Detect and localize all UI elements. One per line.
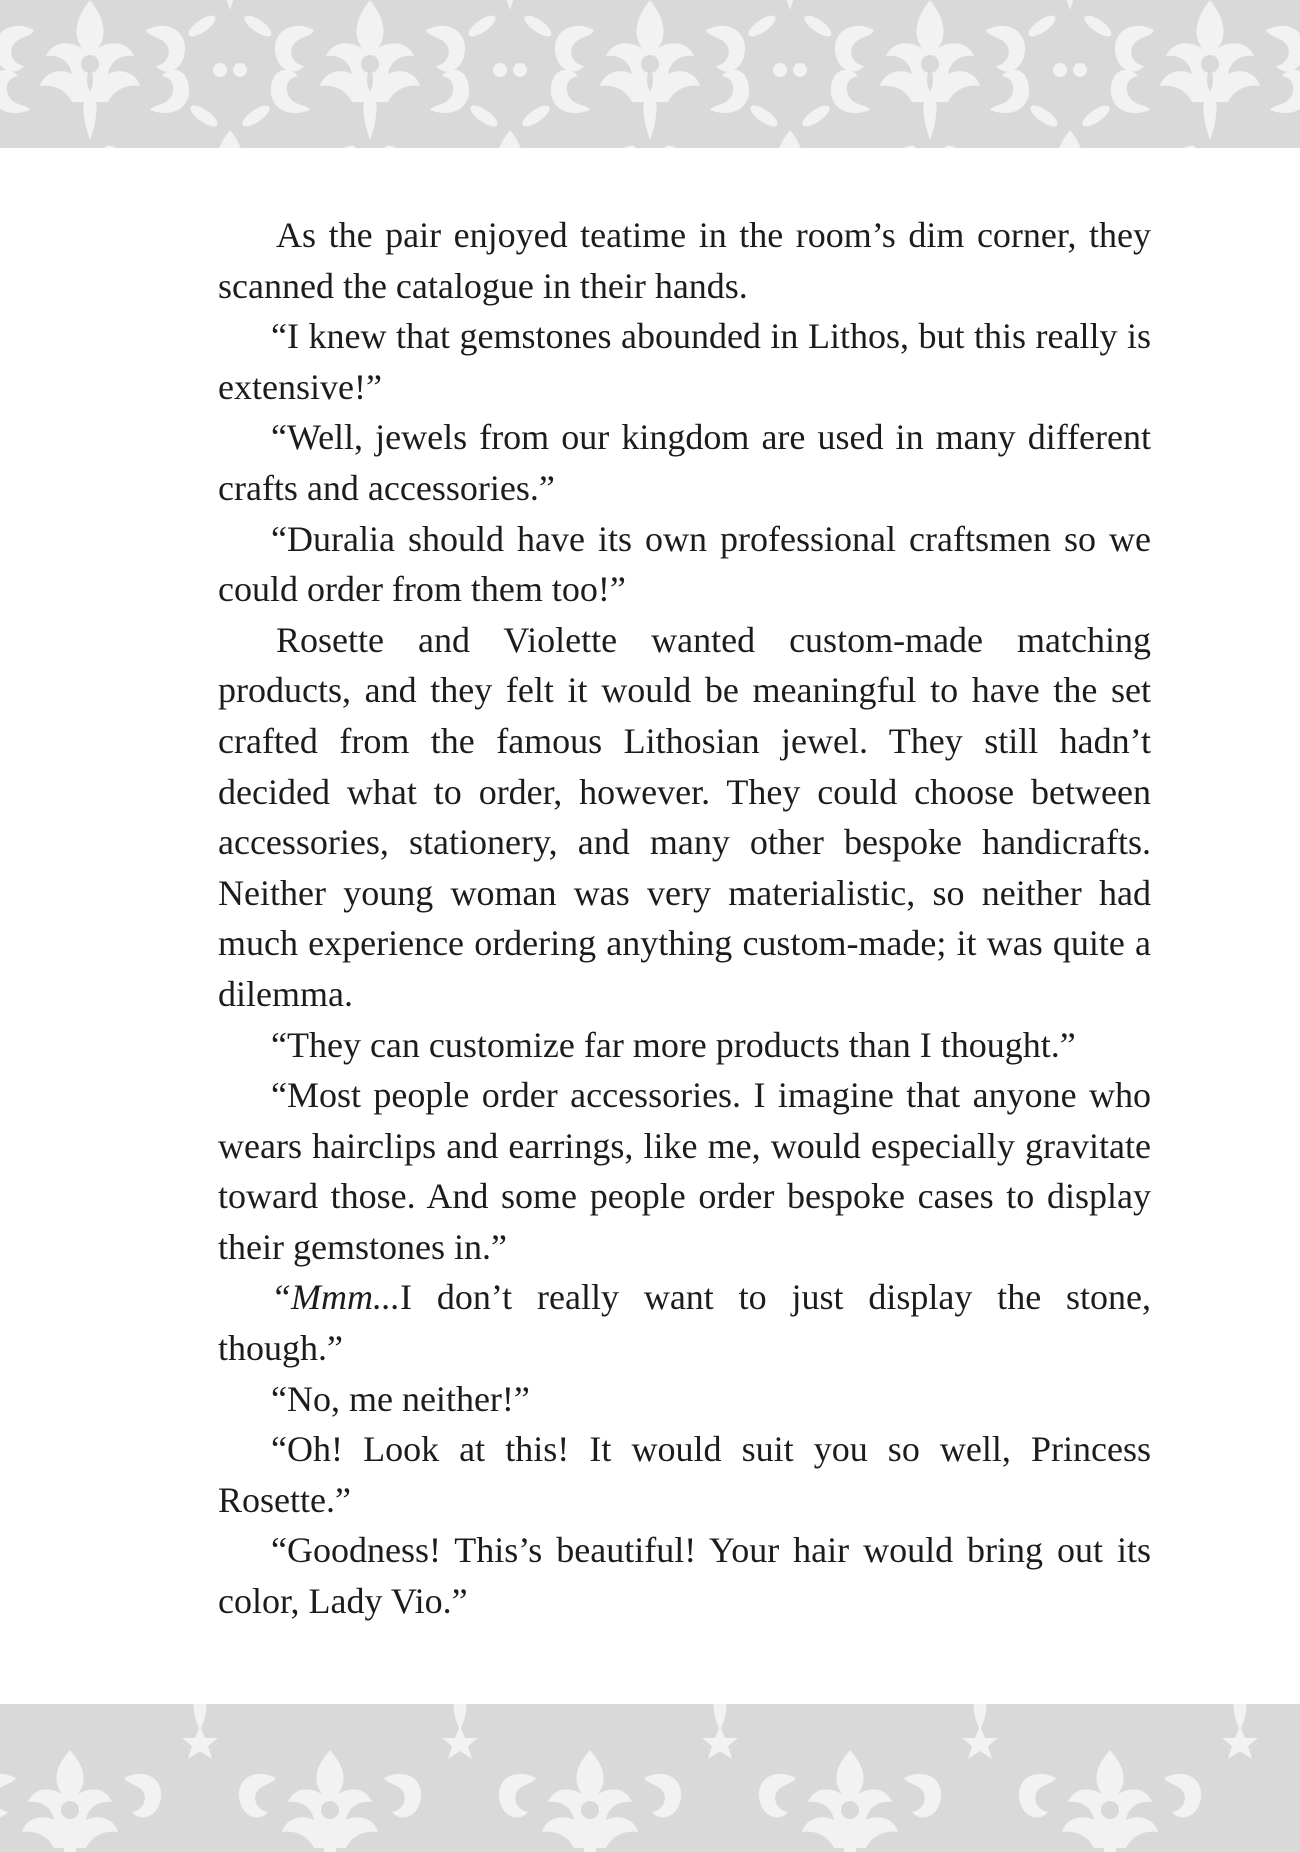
paragraph: “Most people order accessories. I imagine that anyone who wears hairclips and earrings, like me, would especially gravitate toward those. And some people order bespoke cases to display their gemstones in.” bbox=[218, 1075, 1151, 1267]
paragraph: “Goodness! This’s beautiful! Your hair would bring out its color, Lady Vio.” bbox=[218, 1530, 1151, 1622]
paragraph: “Duralia should have its own professional craftsmen so we could order from them too!” bbox=[218, 518, 1151, 610]
paragraph: Rosette and Violette wanted custom-made matching products, and they felt it would be meaningful to have the set crafted from the famous Lithosian jewel. They still hadn’t decided what to order, however. They could choose between accessories, stationery, and many other bespoke handicrafts. Neither young woman was very materialistic, so neither had much experience ordering anything custom-made; it was quite a dilemma. bbox=[218, 619, 1151, 1014]
header-ornament-band bbox=[0, 0, 1300, 148]
italic-interjection: “Mmm... bbox=[271, 1277, 401, 1318]
paragraph-rest: I don’t really want to just display the stone, though.” bbox=[218, 1277, 1151, 1369]
damask-star-pattern-icon bbox=[0, 1704, 1300, 1852]
book-page-text bbox=[218, 210, 1151, 1627]
paragraph: “I knew that gemstones abounded in Lithos, but this really is extensive!” bbox=[218, 316, 1151, 407]
paragraph: As the pair enjoyed teatime in the room’s dim corner, they scanned the catalogue in their hands. bbox=[218, 215, 1151, 306]
paragraph: “They can customize far more products than I thought.” bbox=[271, 1024, 1076, 1065]
paragraph: “Oh! Look at this! It would suit you so well, Princess Rosette.” bbox=[218, 1429, 1151, 1520]
paragraph: “No, me neither!” bbox=[271, 1378, 530, 1419]
paragraph bbox=[218, 1272, 1151, 1373]
footer-ornament-band bbox=[0, 1704, 1300, 1852]
damask-pattern-icon bbox=[0, 0, 1300, 148]
paragraph: “Well, jewels from our kingdom are used in many different crafts and accessories.” bbox=[218, 417, 1151, 508]
